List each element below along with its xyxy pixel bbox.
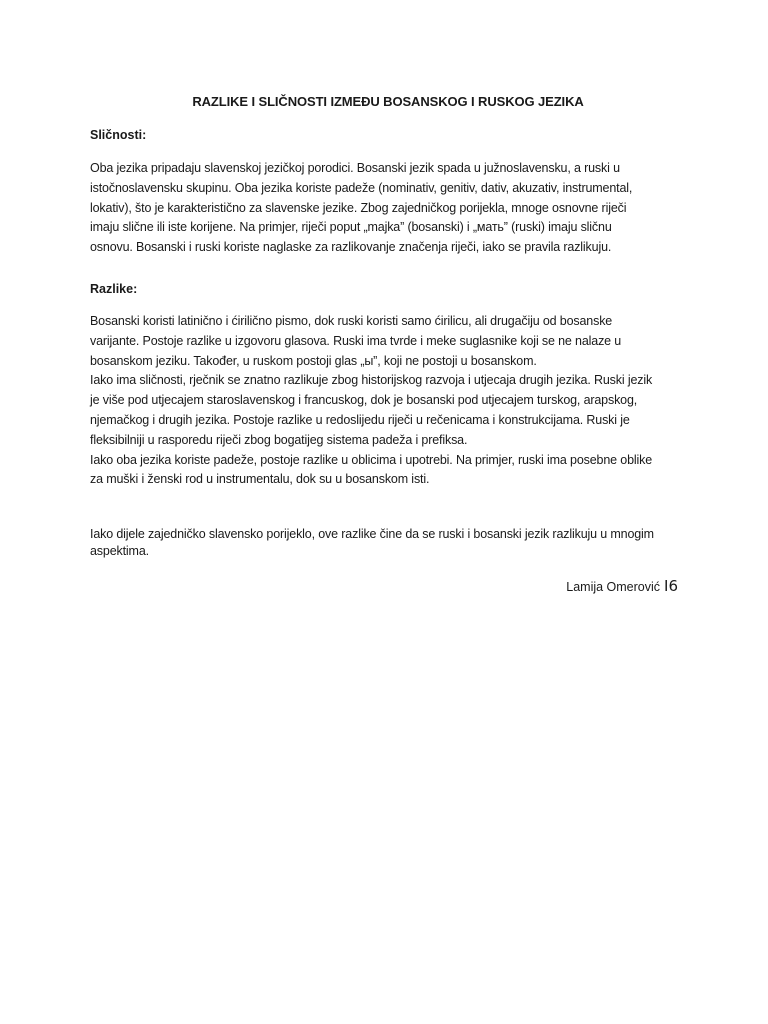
text-line: imaju slične ili iste korijene. Na primjer, riječi poput „majka” (bosanski) i „мать” (ruski) imaju sličnu — [90, 220, 612, 235]
similarities-paragraph — [90, 159, 682, 258]
text-line: fleksibilniji u rasporedu riječi zbog bogatijeg sistema padeža i prefiksa. — [90, 432, 468, 447]
text-line: bosanskom jeziku. Također, u ruskom postoji glas „ы”, koji ne postoji u bosanskom. — [90, 353, 537, 368]
text-line: istočnoslavensku skupinu. Oba jezika koriste padeže (nominativ, genitiv, dativ, akuzativ, instrumental, — [90, 180, 633, 195]
text-line: Iako oba jezika koriste padeže, postoje razlike u oblicima i upotrebi. Na primjer, ruski ima posebne oblike — [90, 452, 653, 467]
text-line: osnovu. Bosanski i ruski koriste naglaske za razlikovanje značenja riječi, iako se pravila razlikuju. — [90, 240, 612, 255]
text-line: varijante. Postoje razlike u izgovoru glasova. Ruski ima tvrde i meke suglasnike koji se ne nalaze u — [90, 333, 622, 348]
document-title: RAZLIKE I SLIČNOSTI IZMEĐU BOSANSKOG I RUSKOG JEZIKA — [192, 94, 584, 109]
differences-heading: Razlike: — [90, 282, 138, 296]
conclusion-paragraph — [90, 526, 682, 560]
text-line: Oba jezika pripadaju slavenskoj jezičkoj porodici. Bosanski jezik spada u južnoslavensku, a ruski u — [90, 161, 620, 175]
class-label: I6 — [664, 577, 678, 595]
document-page — [90, 0, 686, 1024]
similarities-heading: Sličnosti: — [90, 128, 147, 142]
author-name: Lamija Omerović — [566, 580, 661, 594]
text-line: Iako dijele zajedničko slavensko porijeklo, ove razlike čine da se ruski i bosanski jezik razlikuju u mnogim — [90, 527, 654, 541]
text-line: Bosanski koristi latinično i ćirilično pismo, dok ruski koristi samo ćirilicu, ali drugačiju od bosanske — [90, 314, 613, 328]
text-line: lokativ), što je karakteristično za slavenske jezike. Zbog zajedničkog porijekla, mnoge osnovne riječi — [90, 200, 627, 215]
differences-paragraph — [90, 312, 682, 490]
text-line: Iako ima sličnosti, rječnik se znatno razlikuje zbog historijskog razvoja i utjecaja drugih jezika. Ruski jezik — [90, 373, 653, 388]
text-line: aspektima. — [90, 544, 149, 558]
text-line: njemačkog i drugih jezika. Postoje razlike u redoslijedu riječi u rečenicama i konstrukcijama. Ruski je — [90, 412, 630, 427]
text-line: za muški i ženski rod u instrumentalu, dok su u bosanskom isti. — [90, 472, 430, 487]
text-line: je više pod utjecajem staroslavenskog i francuskog, dok je bosanski pod utjecajem turskog, arapskog, — [90, 393, 638, 408]
signature — [566, 577, 678, 595]
